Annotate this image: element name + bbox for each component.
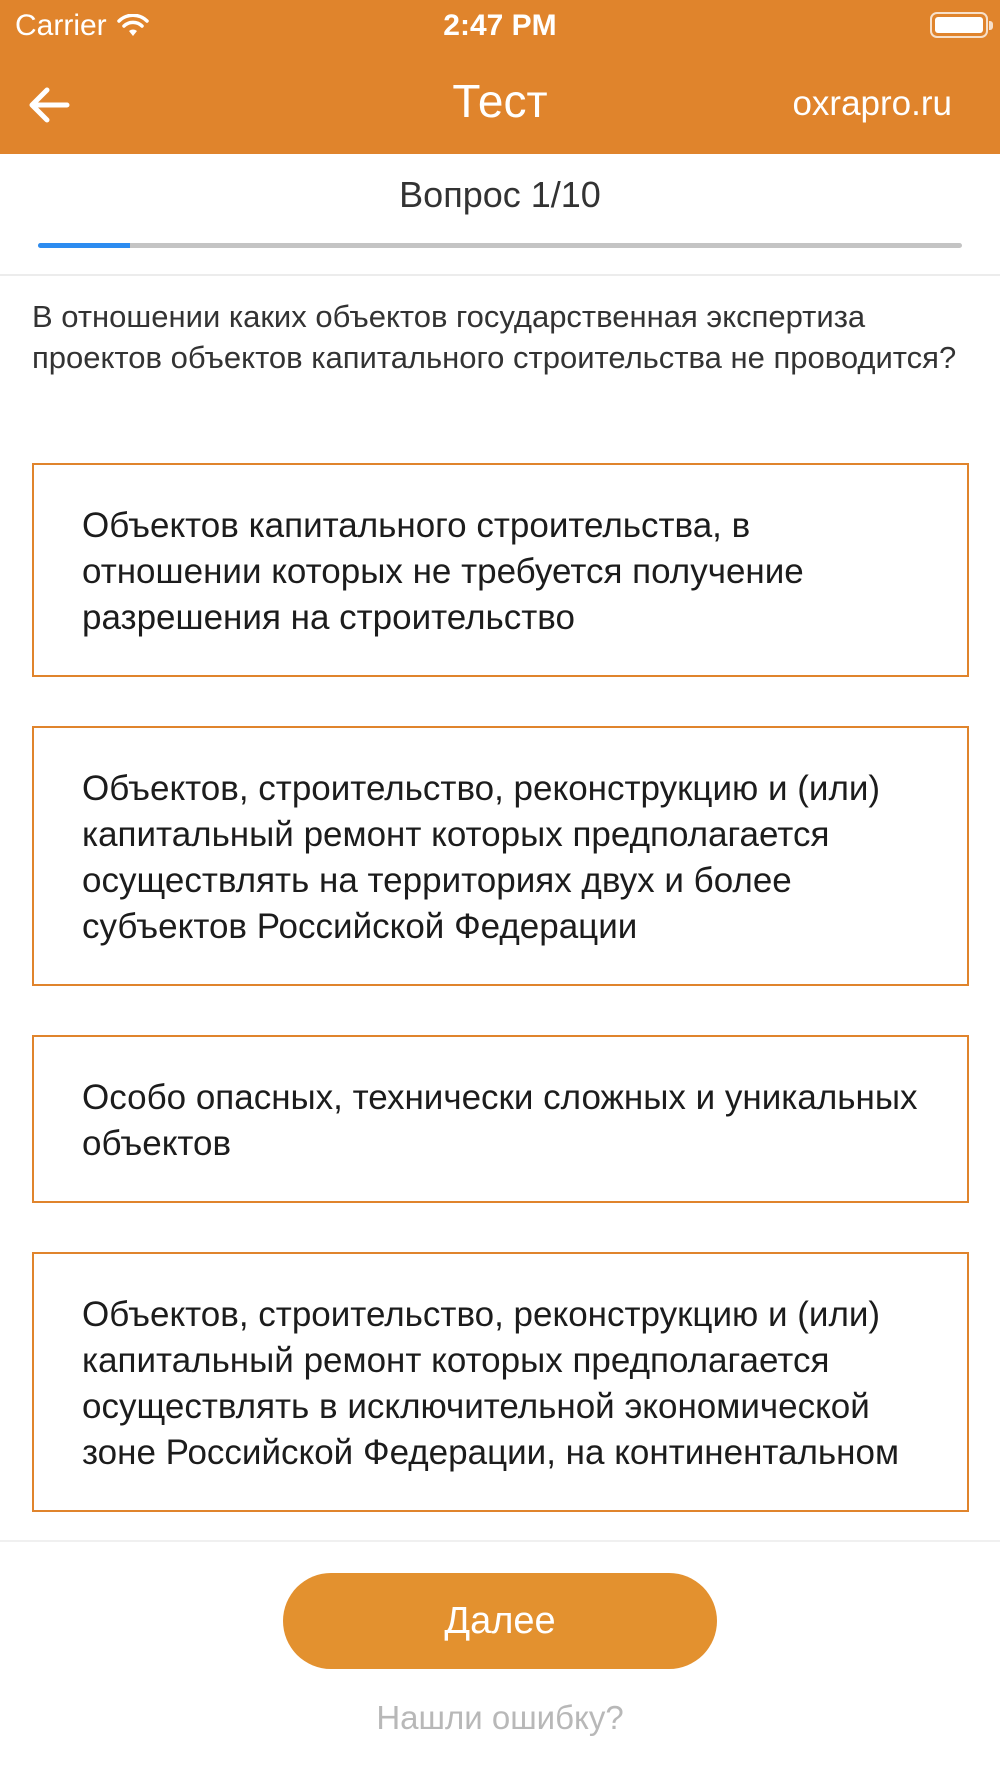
answer-option-4[interactable]: Объектов, строительство, реконструкцию и (или) капитальный ремонт которых предполагается осуществлять в исключительной экономической зоне Российской Федерации, на континентальном: [32, 1252, 969, 1512]
progress-fill: [38, 243, 130, 248]
report-error-link[interactable]: Нашли ошибку?: [376, 1699, 624, 1736]
back-button[interactable]: [22, 80, 76, 130]
answer-option-3[interactable]: Особо опасных, технически сложных и уникальных объектов: [32, 1035, 969, 1203]
progress-bar: [38, 243, 962, 248]
nav-bar: [0, 0, 1000, 154]
answer-option-1[interactable]: Объектов капитального строительства, в отношении которых не требуется получение разрешения на строительство: [32, 463, 969, 677]
clock: 2:47 PM: [443, 9, 557, 42]
footer: [0, 1540, 1000, 1778]
answer-option-2[interactable]: Объектов, строительство, реконструкцию и (или) капитальный ремонт которых предполагается осуществлять на территориях двух и более субъектов Российской Федерации: [32, 726, 969, 986]
site-link[interactable]: oxrapro.ru: [792, 84, 952, 123]
battery-icon: [930, 12, 988, 38]
progress-section: [0, 154, 1000, 276]
status-bar: [0, 0, 1000, 50]
carrier-label: Carrier: [15, 9, 107, 42]
next-button[interactable]: Далее: [283, 1573, 717, 1669]
arrow-left-icon: [27, 85, 71, 125]
question-counter: Вопрос 1/10: [399, 174, 601, 215]
question-text: В отношении каких объектов государственная экспертиза проектов объектов капитального строительства не проводится?: [32, 299, 957, 375]
answer-list: [32, 463, 969, 1540]
page-title: Тест: [452, 75, 548, 127]
